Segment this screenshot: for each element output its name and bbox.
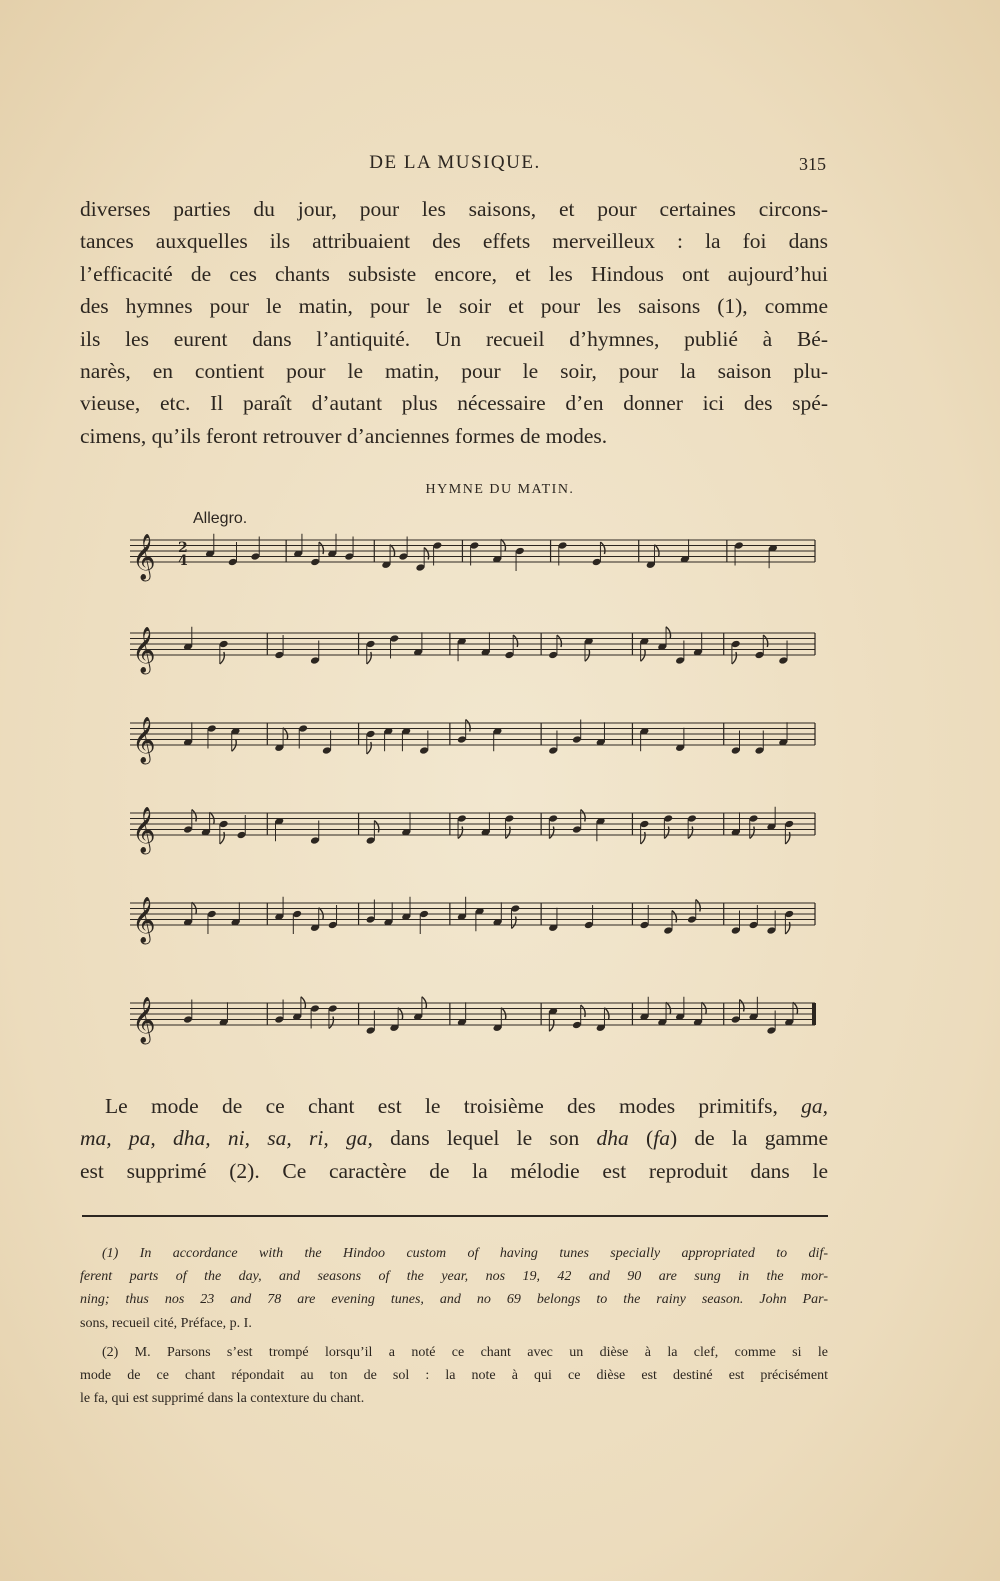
tempo-marking: Allegro.	[193, 510, 248, 527]
hymn-title: HYMNE DU MATIN.	[425, 482, 575, 497]
music-staff	[130, 897, 815, 945]
text-line: ils les eurent dans l’antiquité. Un recueil d’hymnes, publié à Bé-	[80, 326, 828, 351]
footnote-2	[80, 1341, 828, 1411]
treble-clef: 𝄞	[132, 534, 156, 580]
footnote-line: le fa, qui est supprimé dans la contexture du chant.	[80, 1391, 365, 1407]
page-header	[82, 152, 828, 180]
footnote-line: sons, recueil cité, Préface, p. I.	[80, 1315, 252, 1331]
page-number: 315	[799, 154, 826, 174]
footnote-rule	[82, 1215, 828, 1217]
body-paragraph	[80, 193, 828, 452]
time-signature-top: 2	[178, 540, 188, 556]
footnotes	[80, 1242, 828, 1416]
music-staff	[130, 807, 815, 855]
time-signature-bottom: 4	[178, 553, 188, 569]
text-line: l’efficacité de ces chants subsiste encore, et les Hindous ont aujourd’hui	[80, 261, 828, 286]
treble-clef: 𝄞	[132, 717, 156, 763]
footnote-line: ning; thus nos 23 and 78 are evening tunes, and no 69 belongs to the rainy season. John Par-	[80, 1292, 828, 1308]
treble-clef: 𝄞	[132, 997, 156, 1043]
footnote-line: ferent parts of the day, and seasons of the year, nos 19, 42 and 90 are sung in the mor-	[80, 1269, 828, 1285]
text-line: est supprimé (2). Ce caractère de la mélodie est reproduit dans le	[80, 1158, 828, 1183]
text-line: des hymnes pour le matin, pour le soir et pour les saisons (1), comme	[80, 294, 828, 319]
mode-paragraph	[80, 1090, 828, 1187]
text-line: Le mode de ce chant est le troisième des modes primitifs, ga,	[105, 1094, 828, 1118]
treble-clef: 𝄞	[132, 897, 156, 943]
final-barline	[812, 1003, 816, 1025]
music-staff	[130, 534, 815, 582]
text-line: diverses parties du jour, pour les saisons, et pour certaines circons-	[80, 197, 828, 221]
music-score	[80, 520, 830, 1070]
running-head: DE LA MUSIQUE.	[369, 152, 541, 173]
music-staff	[130, 997, 816, 1045]
footnote-line: mode de ce chant répondait au ton de sol : la note à qui ce dièse est destiné est précisément	[80, 1367, 828, 1383]
footnote-line: (1) In accordance with the Hindoo custom of having tunes specially appropriated to dif-	[102, 1246, 828, 1261]
music-staves	[130, 534, 816, 1045]
text-line: cimens, qu’ils feront retrouver d’anciennes formes de modes.	[80, 423, 608, 448]
treble-clef: 𝄞	[132, 627, 156, 673]
text-line: vieuse, etc. Il paraît d’autant plus nécessaire d’en donner ici des spé-	[80, 391, 828, 416]
text-line: tances auxquelles ils attribuaient des effets merveilleux : la foi dans	[80, 229, 828, 254]
text-line: ma, pa, dha, ni, sa, ri, ga, dans lequel le son dha (fa) de la gamme	[80, 1126, 828, 1151]
footnote-line: (2) M. Parsons s’est trompé lorsqu’il a noté ce chant avec un dièse à la clef, comme si le	[102, 1344, 828, 1360]
text-line: narès, en contient pour le matin, pour le soir, pour la saison plu-	[80, 358, 828, 383]
footnote-1	[80, 1242, 828, 1335]
music-staff	[130, 627, 815, 675]
music-staff	[130, 717, 815, 765]
treble-clef: 𝄞	[132, 807, 156, 853]
